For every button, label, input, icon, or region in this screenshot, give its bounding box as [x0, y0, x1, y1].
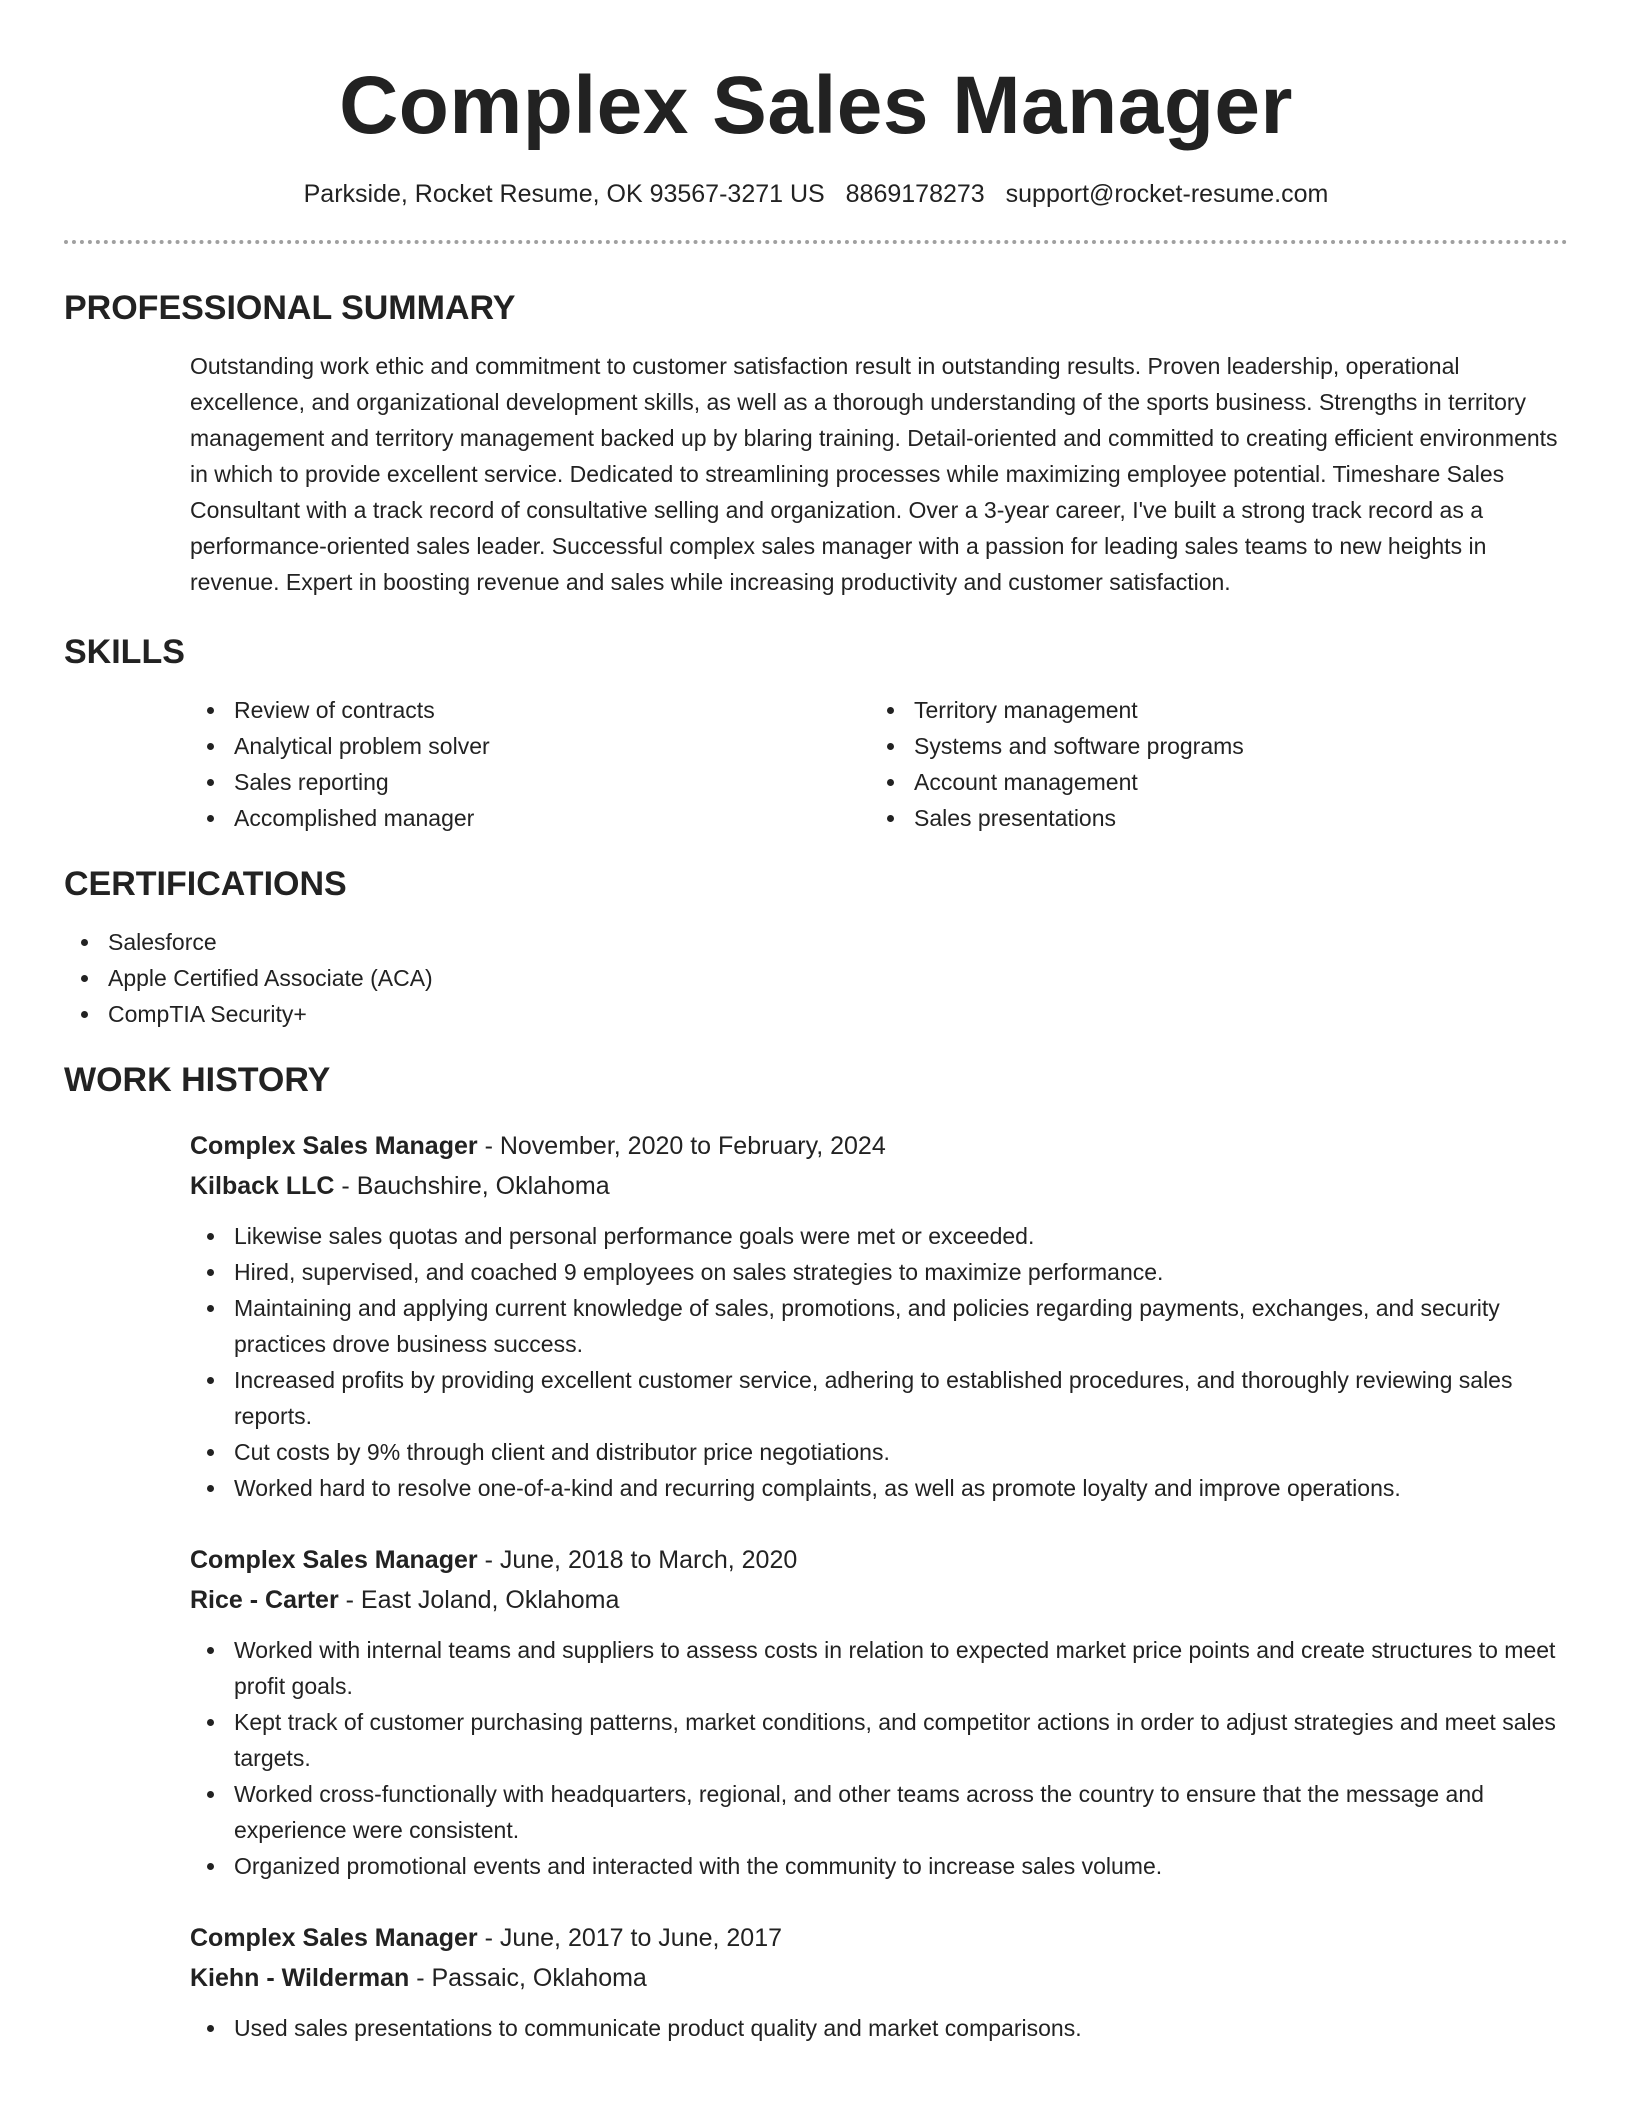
- skill-item: Systems and software programs: [870, 728, 1550, 764]
- skill-item: Territory management: [870, 692, 1550, 728]
- contact-address: Parkside, Rocket Resume, OK 93567-3271 US: [303, 180, 825, 208]
- job-bullet: Used sales presentations to communicate product quality and market comparisons.: [190, 2010, 1568, 2046]
- job-dates: - November, 2020 to February, 2024: [477, 1132, 886, 1160]
- job-company-line: [190, 1958, 1568, 1998]
- skill-item: Accomplished manager: [190, 800, 870, 836]
- job-role: Complex Sales Manager: [190, 1132, 478, 1160]
- resume-name: Complex Sales Manager: [339, 60, 1293, 151]
- skill-item: Sales reporting: [190, 764, 870, 800]
- header-divider: [64, 240, 1568, 244]
- resume-page: [64, 0, 1568, 2046]
- job-dates: - June, 2017 to June, 2017: [477, 1924, 783, 1952]
- job-entry: [190, 1540, 1568, 1884]
- job-dates: - June, 2018 to March, 2020: [477, 1546, 798, 1574]
- job-bullet: Increased profits by providing excellent customer service, adhering to established procedures, and thoroughly reviewing sales reports.: [190, 1362, 1568, 1434]
- skill-item: Account management: [870, 764, 1550, 800]
- skill-item: Sales presentations: [870, 800, 1550, 836]
- skills-grid: [190, 692, 1568, 836]
- job-entry: [190, 1918, 1568, 2046]
- contact-email: support@rocket-resume.com: [1005, 180, 1329, 208]
- skill-item: Analytical problem solver: [190, 728, 870, 764]
- job-role-line: [190, 1540, 1568, 1580]
- skills-list-right: [870, 692, 1550, 836]
- job-role: Complex Sales Manager: [190, 1546, 478, 1574]
- job-bullets: [190, 1632, 1568, 1884]
- work-history-heading: WORK HISTORY: [64, 1061, 331, 1099]
- skills-heading: SKILLS: [64, 633, 185, 671]
- certification-item: CompTIA Security+: [64, 996, 1568, 1032]
- job-location: - Passaic, Oklahoma: [409, 1964, 647, 1992]
- certifications-heading: CERTIFICATIONS: [64, 865, 347, 903]
- job-entry: [190, 1126, 1568, 1506]
- job-bullet: Organized promotional events and interacted with the community to increase sales volume.: [190, 1848, 1568, 1884]
- skills-list-left: [190, 692, 870, 836]
- certification-item: Salesforce: [64, 924, 1568, 960]
- contact-phone: 8869178273: [845, 180, 985, 208]
- job-role: Complex Sales Manager: [190, 1924, 478, 1952]
- job-bullet: Kept track of customer purchasing patterns, market conditions, and competitor actions in order to adjust strategies and meet sales targets.: [190, 1704, 1568, 1776]
- job-company: Rice - Carter: [190, 1586, 339, 1614]
- certification-item: Apple Certified Associate (ACA): [64, 960, 1568, 996]
- job-company-line: [190, 1580, 1568, 1620]
- job-role-line: [190, 1126, 1568, 1166]
- job-bullets: [190, 1218, 1568, 1506]
- job-bullet: Hired, supervised, and coached 9 employees on sales strategies to maximize performance.: [190, 1254, 1568, 1290]
- job-location: - East Joland, Oklahoma: [338, 1586, 620, 1614]
- job-role-line: [190, 1918, 1568, 1958]
- job-bullet: Maintaining and applying current knowledge of sales, promotions, and policies regarding payments, exchanges, and security practices drove business success.: [190, 1290, 1568, 1362]
- job-company-line: [190, 1166, 1568, 1206]
- job-company: Kiehn - Wilderman: [190, 1964, 410, 1992]
- summary-text: Outstanding work ethic and commitment to customer satisfaction result in outstanding results. Proven leadership, operational excellence, and organizational development skills, as well as a thorough understanding of the sports business. Strengths in territory management and territory management backed up by blaring training. Detail-oriented and committed to creating efficient environments in which to provide excellent service. Dedicated to streamlining processes while maximizing employee potential. Timeshare Sales Consultant with a track record of consultative selling and organization. Over a 3-year career, I've built a strong track record as a performance-oriented sales leader. Successful complex sales manager with a passion for leading sales teams to new heights in revenue. Expert in boosting revenue and sales while increasing productivity and customer satisfaction.: [190, 353, 1558, 595]
- summary-heading: PROFESSIONAL SUMMARY: [64, 289, 516, 327]
- job-bullet: Worked with internal teams and suppliers to assess costs in relation to expected market price points and create structures to meet profit goals.: [190, 1632, 1568, 1704]
- job-bullets: [190, 2010, 1568, 2046]
- job-bullet: Cut costs by 9% through client and distributor price negotiations.: [190, 1434, 1568, 1470]
- job-bullet: Worked cross-functionally with headquarters, regional, and other teams across the country to ensure that the message and experience were consistent.: [190, 1776, 1568, 1848]
- job-bullet: Likewise sales quotas and personal performance goals were met or exceeded.: [190, 1218, 1568, 1254]
- job-bullet: Worked hard to resolve one-of-a-kind and recurring complaints, as well as promote loyalty and improve operations.: [190, 1470, 1568, 1506]
- certifications-list: [64, 924, 1568, 1032]
- job-location: - Bauchshire, Oklahoma: [334, 1172, 610, 1200]
- contact-line: [64, 178, 1568, 210]
- job-company: Kilback LLC: [190, 1172, 335, 1200]
- skill-item: Review of contracts: [190, 692, 870, 728]
